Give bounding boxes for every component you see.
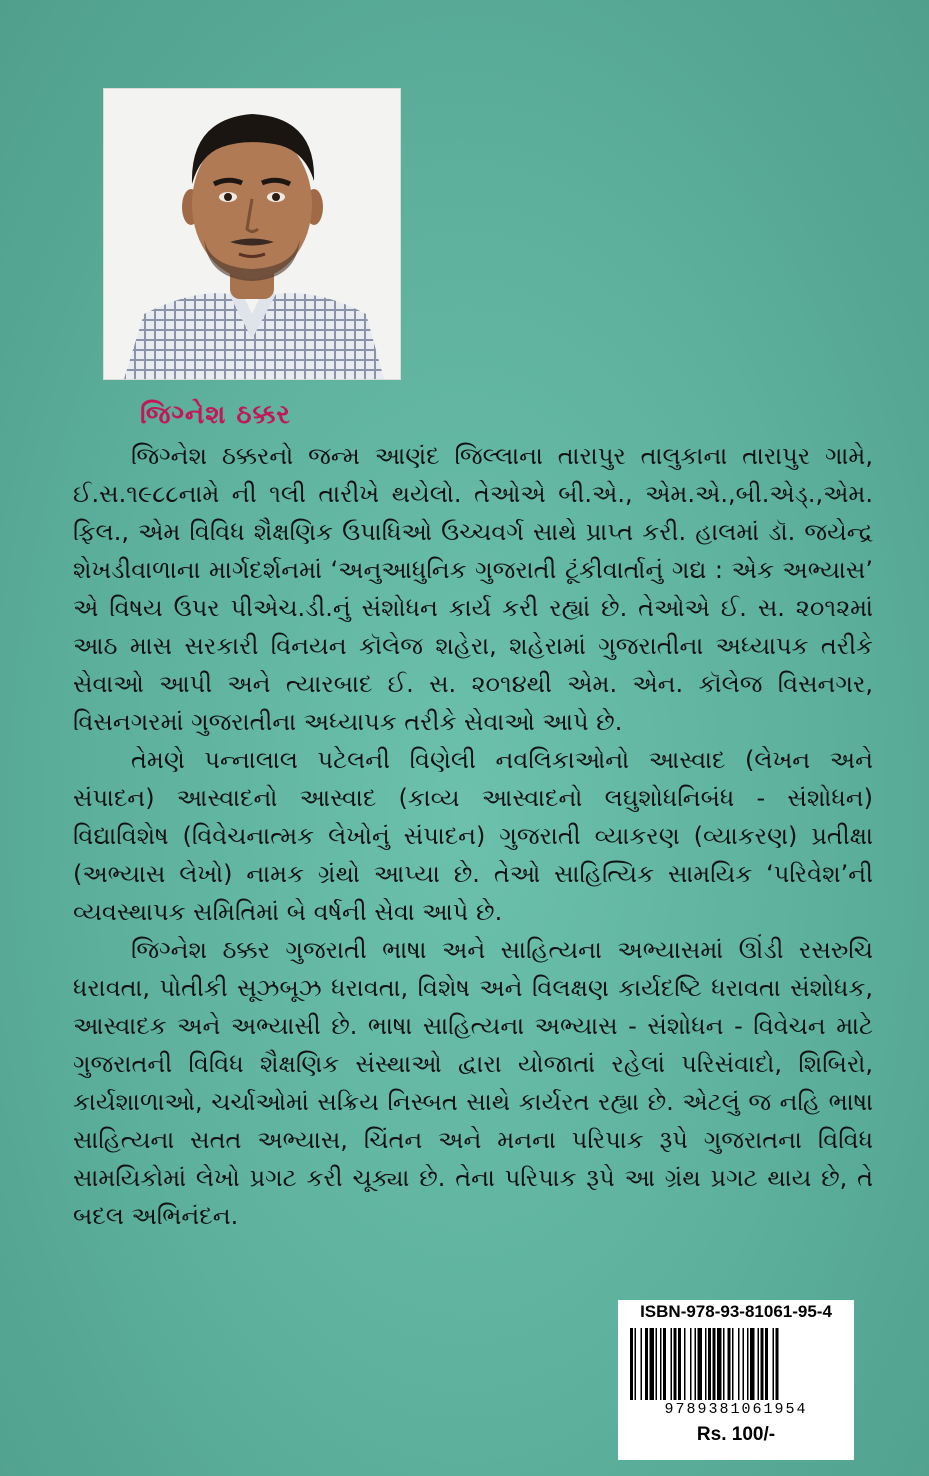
author-bio <box>73 437 873 1235</box>
author-name: જિગ્નેશ ઠક્કર <box>140 400 291 430</box>
isbn-label: ISBN-978-93-81061-95-4 <box>640 1302 832 1321</box>
bio-paragraph-research: જિગ્નેશ ઠક્કર ગુજરાતી ભાષા અને સાહિત્યના અભ્યાસમાં ઊંડી રસરુચિ ધરાવતા, પોતીકી સૂઝબૂઝ ધરાવતા, વિશેષ અને વિલક્ષણ કાર્યદષ્ટિ ધરાવતા સંશોધક, આસ્વાદક અને અભ્યાસી છે. ભાષા સાહિત્યના અભ્યાસ - સંશોધન - વિવેચન માટે ગુજરાતની વિવિધ શૈક્ષણિક સંસ્થાઓ દ્વારા યોજાતાં રહેલાં પરિસંવાદો, શિબિરો, કાર્યશાળાઓ, ચર્ચાઓમાં સક્રિય નિસ્બત સાથે કાર્યરત રહ્યા છે. એટલું જ નહિ ભાષા સાહિત્યના સતત અભ્યાસ, ચિંતન અને મનના પરિપાક રૂપે ગુજરાતના વિવિધ સામયિકોમાં લેખો પ્રગટ કરી ચૂક્યા છે. તેના પરિપાક રૂપે આ ગ્રંથ પ્રગટ થાય છે, તે બદલ અભિનંદન. <box>73 936 873 1230</box>
price-label: Rs. 100/- <box>696 1424 776 1445</box>
barcode-digits: 9789381061954 <box>664 1401 808 1418</box>
author-photo <box>103 88 401 380</box>
bio-paragraph-education: જિગ્નેશ ઠક્કરનો જન્મ આણંદ જિલ્લાના તારાપુર તાલુકાના તારાપુર ગામે, ઈ.સ.૧૯૮૮નામે ની ૧લી તારીખે થયેલો. તેઓએ બી.એ., એમ.એ.,બી.એડ્.,એમ. ફિલ., એમ વિવિધ શૈક્ષણિક ઉપાધિઓ ઉચ્ચવર્ગ સાથે પ્રાપ્ત કરી. હાલમાં ડૉ. જયેન્દ્ર શેખડીવાળાના માર્ગદર્શનમાં ‘અનુઆધુનિક ગુજરાતી ટૂંકીવાર્તાનું ગદ્ય : એક અભ્યાસ’ એ વિષય ઉપર પીએચ.ડી.નું સંશોધન કાર્ય કરી રહ્યાં છે. તેઓએ ઈ. સ. ૨૦૧૨માં આઠ માસ સરકારી વિનયન કૉલેજ શહેરા, શહેરામાં ગુજરાતીના અધ્યાપક તરીકે સેવાઓ આપી અને ત્યારબાદ ઈ. સ. ૨૦૧૪થી એમ. એન. કૉલેજ વિસનગર, વિસનગરમાં ગુજરાતીના અધ્યાપક તરીકે સેવાઓ આપે છે. <box>73 442 873 736</box>
bio-paragraph-works: તેમણે પન્નાલાલ પટેલની વિણેલી નવલિકાઓનો આસ્વાદ (લેખન અને સંપાદન) આસ્વાદનો આસ્વાદ (કાવ્ય આસ્વાદનો લઘુશોધનિબંધ - સંશોધન) વિદ્યાવિશેષ (વિવેચનાત્મક લેખોનું સંપાદન) ગુજરાતી વ્યાકરણ (વ્યાકરણ) પ્રતીક્ષા (અભ્યાસ લેખો) નામક ગ્રંથો આપ્યા છે. તેઓ સાહિત્યિક સામયિક ‘પરિવેશ’ની વ્યવસ્થાપક સમિતિમાં બે વર્ષની સેવા આપે છે. <box>73 746 873 926</box>
barcode-icon <box>630 1328 842 1400</box>
isbn-barcode-box <box>618 1300 854 1460</box>
